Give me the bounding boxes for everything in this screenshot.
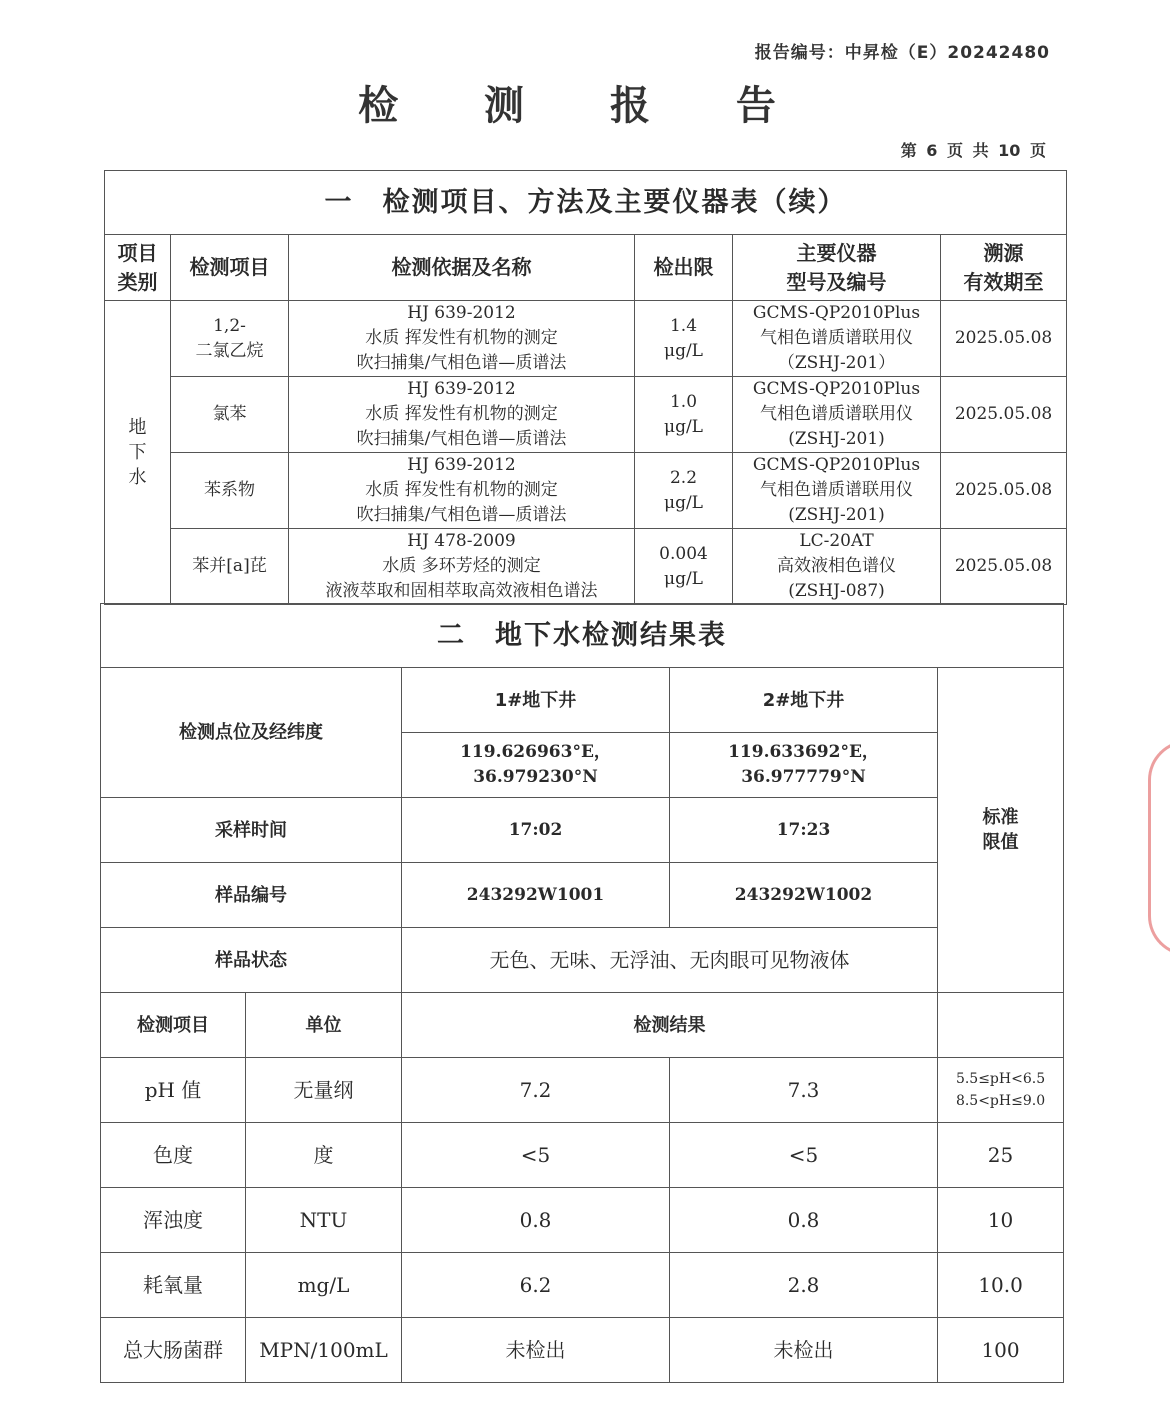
limit-cell: 1.0 μg/L [635, 377, 733, 453]
well-1-time: 17:02 [402, 798, 670, 863]
basis-cell: HJ 639-2012 水质 挥发性有机物的测定 吹扫捕集/气相色谱—质谱法 [289, 453, 635, 529]
well-1-coords: 119.626963°E，36.979230°N [402, 733, 670, 798]
well-2-name: 2#地下井 [670, 668, 938, 733]
result-unit: 无量纲 [246, 1058, 402, 1123]
result-item: pH 值 [101, 1058, 246, 1123]
result-well-1: 未检出 [402, 1318, 670, 1383]
item-cell: 苯并[a]芘 [171, 529, 289, 605]
instrument-cell: GCMS-QP2010Plus 气相色谱质谱联用仪 (ZSHJ-201) [733, 377, 941, 453]
result-well-2: 0.8 [670, 1188, 938, 1253]
result-item: 浑浊度 [101, 1188, 246, 1253]
section1-title: 一 检测项目、方法及主要仪器表（续） [105, 171, 1067, 235]
well-1-sample-no: 243292W1001 [402, 863, 670, 928]
header-trace: 溯源 有效期至 [941, 235, 1067, 301]
well-2-sample-no: 243292W1002 [670, 863, 938, 928]
header-item: 检测项目 [171, 235, 289, 301]
point-label: 检测点位及经纬度 [101, 668, 402, 798]
result-well-1: 7.2 [402, 1058, 670, 1123]
result-limit: 10 [938, 1188, 1064, 1253]
report-number: 报告编号：中昇检（E）20242480 [754, 43, 1050, 63]
item-cell: 1,2- 二氯乙烷 [171, 301, 289, 377]
table-row [105, 377, 1067, 453]
limit-cell: 1.4 μg/L [635, 301, 733, 377]
unit-header: 单位 [246, 993, 402, 1058]
sampling-time-label: 采样时间 [101, 798, 402, 863]
instrument-cell: LC-20AT 高效液相色谱仪 (ZSHJ-087) [733, 529, 941, 605]
standard-limit-label: 标准 限值 [938, 668, 1064, 993]
page-number: 第 6 页 共 10 页 [900, 141, 1046, 160]
result-unit: mg/L [246, 1253, 402, 1318]
result-item: 总大肠菌群 [101, 1318, 246, 1383]
table-row [101, 1058, 1064, 1123]
table-row [101, 1188, 1064, 1253]
result-limit: 5.5≤pH<6.5 8.5<pH≤9.0 [938, 1058, 1064, 1123]
item-header: 检测项目 [101, 993, 246, 1058]
result-limit: 10.0 [938, 1253, 1064, 1318]
trace-cell: 2025.05.08 [941, 377, 1067, 453]
well-1-name: 1#地下井 [402, 668, 670, 733]
result-well-2: 未检出 [670, 1318, 938, 1383]
item-cell: 苯系物 [171, 453, 289, 529]
category-cell: 地 下 水 [105, 301, 171, 605]
red-seal-stamp [1148, 740, 1170, 956]
header-limit: 检出限 [635, 235, 733, 301]
sample-state-label: 样品状态 [101, 928, 402, 993]
trace-cell: 2025.05.08 [941, 529, 1067, 605]
result-well-2: <5 [670, 1123, 938, 1188]
result-unit: MPN/100mL [246, 1318, 402, 1383]
table-row [105, 301, 1067, 377]
header-basis: 检测依据及名称 [289, 235, 635, 301]
sample-state: 无色、无味、无浮油、无肉眼可见物液体 [402, 928, 938, 993]
table-row [101, 1253, 1064, 1318]
trace-cell: 2025.05.08 [941, 453, 1067, 529]
table-row [105, 529, 1067, 605]
result-limit: 25 [938, 1123, 1064, 1188]
result-unit: NTU [246, 1188, 402, 1253]
well-2-time: 17:23 [670, 798, 938, 863]
instrument-cell: GCMS-QP2010Plus 气相色谱质谱联用仪 (ZSHJ-201) [733, 453, 941, 529]
result-well-1: <5 [402, 1123, 670, 1188]
result-header: 检测结果 [402, 993, 938, 1058]
results-table [100, 603, 1064, 1383]
document-title: 检 测 报 告 [358, 83, 812, 129]
instrument-cell: GCMS-QP2010Plus 气相色谱质谱联用仪 （ZSHJ-201） [733, 301, 941, 377]
result-well-1: 6.2 [402, 1253, 670, 1318]
well-2-coords: 119.633692°E，36.977779°N [670, 733, 938, 798]
basis-cell: HJ 478-2009 水质 多环芳烃的测定 液液萃取和固相萃取高效液相色谱法 [289, 529, 635, 605]
standard-limit-blank [938, 993, 1064, 1058]
methods-table [104, 170, 1067, 605]
table-row [101, 1123, 1064, 1188]
result-well-2: 2.8 [670, 1253, 938, 1318]
item-cell: 氯苯 [171, 377, 289, 453]
sample-no-label: 样品编号 [101, 863, 402, 928]
basis-cell: HJ 639-2012 水质 挥发性有机物的测定 吹扫捕集/气相色谱—质谱法 [289, 377, 635, 453]
result-limit: 100 [938, 1318, 1064, 1383]
result-well-1: 0.8 [402, 1188, 670, 1253]
table-row [101, 1318, 1064, 1383]
limit-cell: 2.2 μg/L [635, 453, 733, 529]
limit-cell: 0.004 μg/L [635, 529, 733, 605]
result-unit: 度 [246, 1123, 402, 1188]
table-row [105, 453, 1067, 529]
result-item: 色度 [101, 1123, 246, 1188]
result-well-2: 7.3 [670, 1058, 938, 1123]
header-instrument: 主要仪器 型号及编号 [733, 235, 941, 301]
basis-cell: HJ 639-2012 水质 挥发性有机物的测定 吹扫捕集/气相色谱—质谱法 [289, 301, 635, 377]
section2-title: 二 地下水检测结果表 [101, 604, 1064, 668]
header-category: 项目 类别 [105, 235, 171, 301]
result-item: 耗氧量 [101, 1253, 246, 1318]
trace-cell: 2025.05.08 [941, 301, 1067, 377]
